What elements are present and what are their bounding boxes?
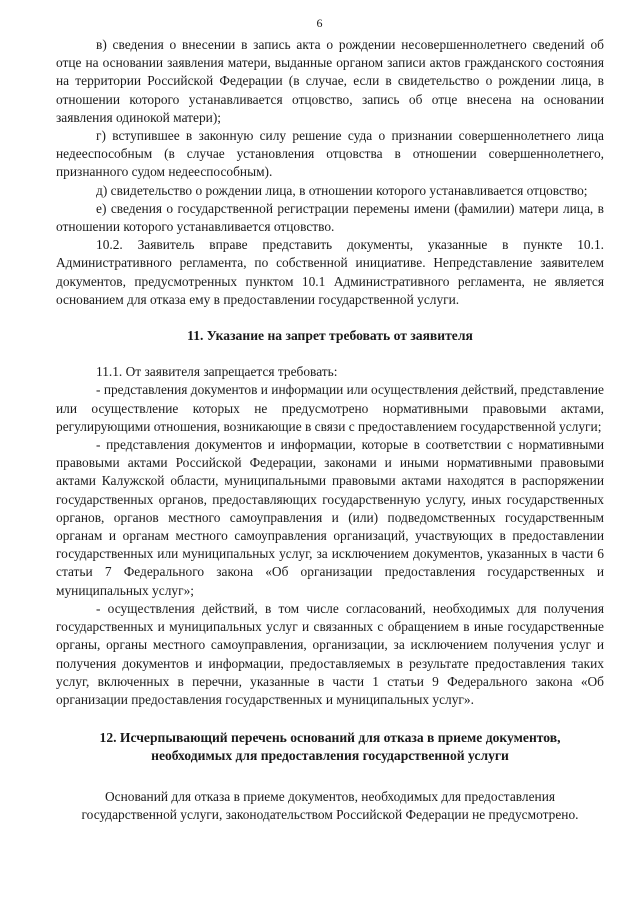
page-number: 6 bbox=[316, 16, 323, 30]
paragraph-10-2: 10.2. Заявитель вправе представить документы, указанные в пункте 10.1. Административного регламента, по собственной инициативе. Непредставление заявителем документов, предусмотренных пунктом 10.1 Административного регламента, не является основанием для отказа ему в предоставлении государственной услуги. bbox=[56, 237, 604, 307]
section-11-heading: 11. Указание на запрет требовать от заявителя bbox=[187, 328, 473, 344]
paragraph-11-1: 11.1. От заявителя запрещается требовать: bbox=[96, 364, 338, 380]
paragraph-12: Оснований для отказа в приеме документов, необходимых для предоставления государственной услуги, законодательством Российской Федерации не предусмотрено. bbox=[81, 788, 579, 822]
paragraph-d: д) свидетельство о рождении лица, в отношении которого устанавливается отцовство; bbox=[96, 182, 588, 198]
paragraph-11-item-2: - представления документов и информации, которые в соответствии с нормативными правовыми актами Российской Федерации, законами и иными нормативными правовыми актами Калужской области, муниципальными правовыми актами находятся в распоряжении государственных органов, предоставляющих государственную услугу, иных государственных органов, органов местного самоуправления и (или) подведомственных государственным органам и органам местного самоуправления организаций, участвующих в предоставлении государственных или муниципальных услуг, за исключением документов, указанных в части 6 статьи 7 Федерального закона «Об организации предоставления государственных и муниципальных услуг»; bbox=[56, 437, 604, 598]
paragraph-11-item-3: - осуществления действий, в том числе согласований, необходимых для получения государственных и муниципальных услуг и связанных с обращением в иные государственные органы, органы местного самоуправления, организации, за исключением получения услуг и получения документов и информации, предоставляемых в результате предоставления таких услуг, включенных в перечни, указанные в части 1 статьи 9 Федерального закона «Об организации предоставления государственных и муниципальных услуг». bbox=[56, 600, 604, 707]
section-12-heading: 12. Исчерпывающий перечень оснований для отказа в приеме документов, необходимых для предоставления государственной услуги bbox=[99, 730, 561, 764]
paragraph-e: е) сведения о государственной регистрации перемены имени (фамилии) матери лица, в отношении которого устанавливается отцовство. bbox=[56, 200, 604, 235]
paragraph-11-item-1: - представления документов и информации или осуществления действий, представление или осуществление которых не предусмотрено нормативными правовыми актами, регулирующими отношения, возникающие в связи с предоставлением государственной услуги; bbox=[56, 382, 604, 434]
document-body bbox=[56, 36, 604, 824]
paragraph-g: г) вступившее в законную силу решение суда о признании совершеннолетнего лица недееспособным (в случае установления отцовства в отношении совершеннолетнего, признанного судом недееспособным). bbox=[56, 128, 604, 180]
paragraph-v: в) сведения о внесении в запись акта о рождении несовершеннолетнего сведений об отце на основании заявления матери, выданные органом записи актов гражданского состояния на территории Российской Федерации (в случае, если в свидетельство о рождении лица, в отношении которого устанавливается отцовство, запись об отце внесена на основании заявления одинокой матери); bbox=[56, 37, 604, 125]
